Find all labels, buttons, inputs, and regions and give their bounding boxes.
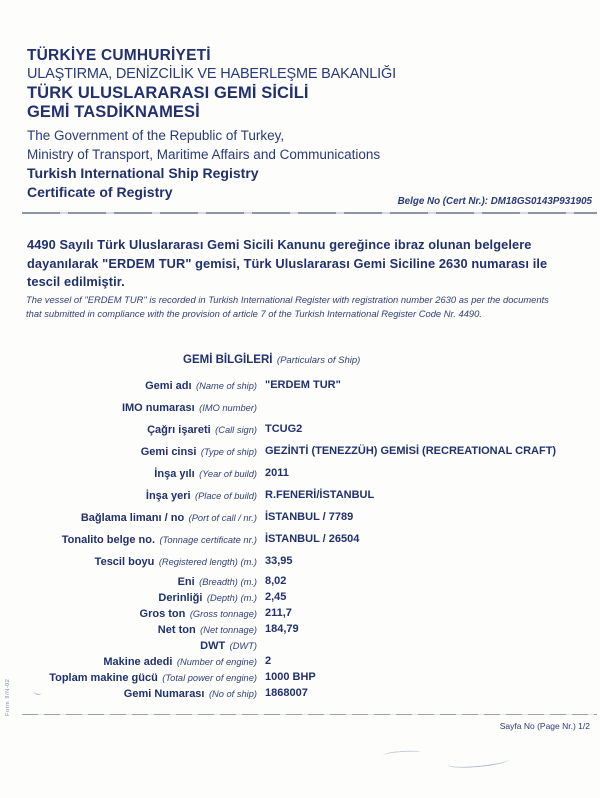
label-en: (Call sign) — [215, 425, 257, 435]
row-label — [0, 684, 257, 702]
table-row-ship-number — [0, 684, 600, 700]
certificate-title-tr: GEMİ TASDİKNAMESİ — [27, 103, 200, 121]
row-label — [0, 398, 257, 416]
row-value: İSTANBUL / 26504 — [265, 533, 360, 545]
label-tr: Makine adedi — [103, 656, 173, 668]
row-label — [0, 442, 257, 460]
row-label — [0, 486, 257, 504]
registration-statement-tr: 4490 Sayılı Türk Uluslararası Gemi Sicili Kanunu gereğince ibraz olunan belgelere dayanılarak "ERDEM TUR" gemisi, Türk Uluslararası Gemi Siciline 2630 numarası ile tescil edilmiştir. — [27, 237, 548, 289]
country-title: TÜRKİYE CUMHURİYETİ — [27, 47, 211, 64]
row-value: 1000 BHP — [265, 671, 316, 683]
row-label — [0, 530, 257, 548]
table-row-number-of-engine — [0, 652, 600, 668]
label-en: (Gross tonnage) — [189, 609, 257, 619]
row-label — [0, 464, 257, 482]
label-en: (No of ship) — [208, 689, 257, 699]
footer-divider — [22, 714, 597, 715]
row-value: 184,79 — [265, 623, 299, 635]
label-tr: Tonalito belge no. — [61, 534, 156, 546]
header-english — [27, 126, 380, 202]
label-en: (Net tonnage) — [200, 625, 257, 635]
particulars-title — [183, 350, 600, 374]
label-en: (DWT) — [229, 641, 257, 651]
table-row-registered-length — [0, 550, 600, 572]
table-row-call-sign — [0, 418, 600, 440]
table-row-year-of-build — [0, 462, 600, 484]
row-value: 33,95 — [265, 555, 293, 567]
label-tr: DWT — [200, 640, 226, 652]
label-en: (Number of engine) — [176, 657, 257, 667]
label-tr: Gemi cinsi — [140, 446, 197, 458]
table-row-port-of-call — [0, 506, 600, 528]
label-tr: Çağrı işareti — [147, 424, 211, 436]
table-row-tonnage-certificate — [0, 528, 600, 550]
registry-title-en: Turkish International Ship Registry — [27, 165, 259, 181]
table-row-depth — [0, 588, 600, 604]
label-en: (IMO number) — [199, 403, 257, 413]
row-value: İSTANBUL / 7789 — [265, 511, 354, 523]
row-value: 2011 — [265, 467, 289, 479]
label-tr: İnşa yeri — [145, 490, 191, 502]
row-label — [0, 420, 257, 438]
certificate-title-en: Certificate of Registry — [27, 184, 173, 200]
label-en: (Name of ship) — [196, 381, 257, 391]
table-row-breadth — [0, 572, 600, 588]
table-row-imo-number — [0, 396, 600, 418]
ministry-title-tr: ULAŞTIRMA, DENİZCİLİK VE HABERLEŞME BAKANLIĞI — [27, 66, 396, 82]
form-code-vertical: Form 9/N-02 — [5, 678, 11, 716]
row-value: TCUG2 — [265, 423, 303, 435]
label-tr: Bağlama limanı / no — [80, 512, 185, 524]
label-tr: Gros ton — [139, 608, 186, 620]
row-value: 2,45 — [265, 591, 287, 603]
header-divider — [22, 212, 597, 214]
label-en: (Breadth) (m.) — [199, 577, 257, 587]
header-turkish — [27, 46, 396, 122]
label-en: (Registered length) (m.) — [158, 557, 257, 567]
label-tr: Gemi Numarası — [123, 688, 205, 700]
label-en: (Depth) (m.) — [206, 593, 257, 603]
registration-statement-en: The vessel of "ERDEM TUR" is recorded in Turkish International Register with registration number 2630 as per the documents that submitted in compliance with the provision of article 7 of the Turkish International Register Code Nr. 4490. — [26, 294, 549, 319]
label-tr: Gemi adı — [145, 380, 192, 392]
table-row-type-of-ship — [0, 440, 600, 462]
row-value: GEZİNTİ (TENEZZÜH) GEMİSİ (RECREATIONAL CRAFT) — [265, 445, 557, 457]
label-en: (Place of build) — [194, 491, 257, 501]
table-row-engine-power — [0, 668, 600, 684]
label-en: (Tonnage certificate nr.) — [159, 535, 257, 545]
certificate-number: Belge No (Cert Nr.): DM18GS0143P931905 — [397, 196, 592, 207]
row-value: 211,7 — [265, 607, 292, 619]
row-label — [0, 376, 257, 394]
row-value: R.FENERİ/İSTANBUL — [265, 489, 375, 501]
label-tr: Toplam makine gücü — [49, 672, 158, 684]
row-label — [0, 508, 257, 526]
scan-smudge — [383, 750, 421, 759]
country-title-en: The Government of the Republic of Turkey, — [27, 128, 285, 143]
label-tr: Eni — [177, 576, 195, 588]
table-row-place-of-build — [0, 484, 600, 506]
table-row-dwt — [0, 636, 600, 652]
table-row-gross-tonnage — [0, 604, 600, 620]
scan-smudge — [447, 754, 510, 769]
label-tr: İnşa yılı — [154, 468, 195, 480]
label-en: (Year of build) — [199, 469, 257, 479]
row-value: "ERDEM TUR" — [265, 379, 341, 391]
table-row-name-of-ship — [0, 374, 600, 396]
row-value: 2 — [265, 655, 272, 667]
label-tr: Derinliği — [158, 592, 203, 604]
label-en: (Type of ship) — [200, 447, 257, 457]
label-en: (Port of call / nr.) — [188, 513, 257, 523]
particulars-title-en: (Particulars of Ship) — [276, 355, 361, 366]
row-label — [0, 552, 257, 570]
table-row-net-tonnage — [0, 620, 600, 636]
registry-title-tr: TÜRK ULUSLARARASI GEMİ SİCİLİ — [27, 84, 309, 102]
label-en: (Total power of engine) — [162, 673, 257, 683]
page-number: Sayfa No (Page Nr.) 1/2 — [499, 721, 590, 731]
row-value: 8,02 — [265, 575, 287, 587]
label-tr: IMO numarası — [121, 402, 195, 414]
ministry-title-en: Ministry of Transport, Maritime Affairs and Communications — [27, 147, 381, 162]
label-tr: Net ton — [157, 624, 196, 636]
particulars-table — [0, 350, 600, 700]
row-value: 1868007 — [265, 687, 308, 699]
label-tr: Tescil boyu — [94, 556, 155, 568]
particulars-title-tr: GEMİ BİLGİLERİ — [183, 354, 273, 366]
